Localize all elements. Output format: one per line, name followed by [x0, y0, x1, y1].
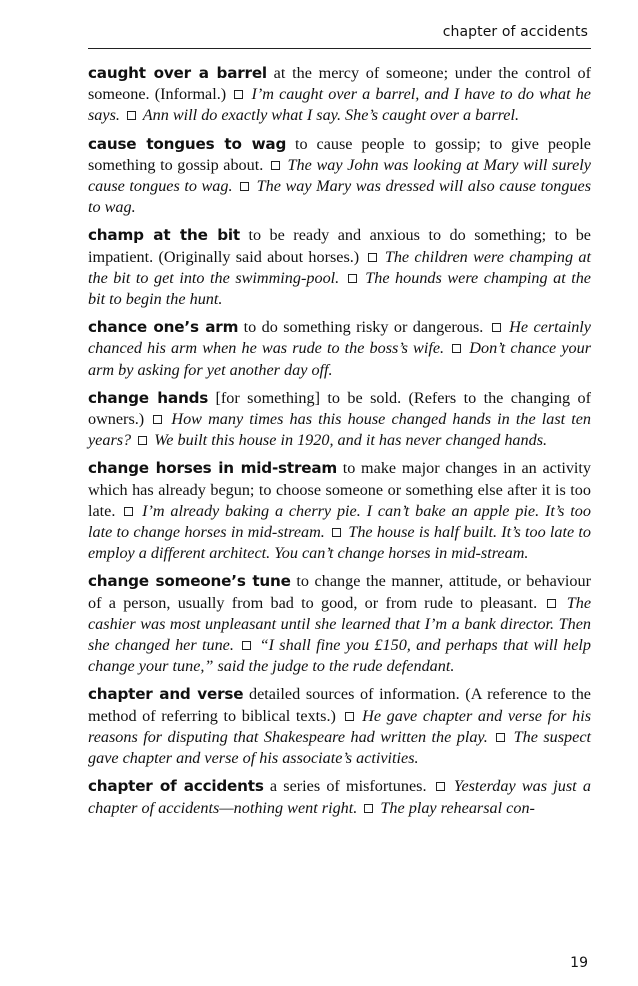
- entry-definition: a series of misfortunes.: [263, 777, 433, 796]
- entry-definition: [for something] to be sold. (Refers to the changing of owners.): [88, 388, 591, 429]
- dictionary-entries: [88, 63, 591, 826]
- entry-headword: change someone’s tune: [88, 572, 291, 591]
- dictionary-entry: [88, 388, 591, 452]
- entry-definition: detailed sources of information. (A reference to the method of referring to biblical texts.): [88, 685, 591, 725]
- example-box-icon: [368, 253, 377, 262]
- example-box-icon: [271, 161, 280, 170]
- example-box-icon: [364, 804, 373, 813]
- entry-example: Ann will do exactly what I say. She’s caught over a barrel.: [138, 106, 520, 125]
- dictionary-entry: [88, 225, 591, 310]
- entry-example: The cashier was most unpleasant until she learned that I’m a bank director. Then she changed her tune.: [88, 593, 592, 655]
- entry-definition: to cause people to gossip; to give people something to gossip about.: [88, 134, 591, 174]
- entry-example: Don’t chance your arm by asking for yet another day off.: [88, 339, 591, 379]
- entry-headword: change hands: [88, 388, 209, 407]
- entry-example: I’m already baking a cherry pie. I can’t bake an apple pie. It’s too late to change horses in mid-stream.: [88, 501, 591, 542]
- entry-example: How many times has this house changed hands in the last ten years?: [88, 410, 591, 450]
- example-box-icon: [240, 182, 249, 191]
- entry-headword: chapter of accidents: [88, 777, 264, 796]
- entry-example: The children were champing at the bit to get into the swimming-pool.: [88, 247, 591, 287]
- entry-example: I’m caught over a barrel, and I have to do what he says.: [88, 85, 591, 125]
- example-box-icon: [345, 712, 354, 721]
- running-head: chapter of accidents: [442, 24, 588, 40]
- example-box-icon: [547, 599, 556, 608]
- example-box-icon: [153, 415, 162, 424]
- example-box-icon: [234, 90, 243, 99]
- entry-example: “I shall fine you £150, and perhaps that will help change your tune,” said the judge to the rude defendant.: [88, 636, 591, 676]
- entry-headword: cause tongues to wag: [88, 134, 287, 153]
- dictionary-entry: [88, 571, 591, 677]
- example-box-icon: [127, 111, 136, 120]
- page-number: 19: [570, 955, 588, 971]
- entry-example: He gave chapter and verse for his reasons for disputing that Shakespeare had written the play.: [88, 706, 591, 746]
- entry-example: Yesterday was just a chapter of accidents—nothing went right.: [88, 777, 591, 817]
- entry-example: He certainly chanced his arm when he was rude to the boss’s wife.: [88, 318, 591, 358]
- entry-headword: chance one’s arm: [88, 318, 239, 337]
- entry-definition: to be ready and anxious to do something; to be impatient. (Originally said about horses.): [88, 226, 591, 266]
- example-box-icon: [138, 436, 147, 445]
- example-box-icon: [436, 782, 445, 791]
- dictionary-entry: [88, 684, 591, 769]
- entry-headword: champ at the bit: [88, 226, 240, 245]
- dictionary-entry: [88, 134, 591, 219]
- entry-definition: to change the manner, attitude, or behaviour of a person, usually from bad to good, or from rude to pleasant.: [88, 572, 591, 612]
- entry-example: The way John was looking at Mary will surely cause tongues to wag.: [88, 155, 591, 196]
- dictionary-entry: [88, 776, 591, 818]
- entry-headword: change horses in mid-stream: [88, 459, 338, 478]
- entry-example: We built this house in 1920, and it has never changed hands.: [150, 431, 548, 450]
- entry-example: The house is half built. It’s too late to employ a different architect. You can’t change horses in mid-stream.: [88, 523, 591, 563]
- entry-definition: to make major changes in an activity which has already begun; to choose someone or something else after it is too late.: [88, 459, 591, 520]
- example-box-icon: [452, 344, 461, 353]
- example-box-icon: [124, 507, 133, 516]
- entry-example: The hounds were champing at the bit to begin the hunt.: [88, 268, 591, 309]
- example-box-icon: [496, 733, 505, 742]
- entry-example: The way Mary was dressed will also cause tongues to wag.: [88, 177, 592, 217]
- example-box-icon: [332, 528, 341, 537]
- entry-definition: at the mercy of someone; under the control of someone. (Informal.): [88, 64, 591, 104]
- header-rule: [88, 48, 591, 49]
- example-box-icon: [242, 641, 251, 650]
- entry-example: The play rehearsal con-: [376, 798, 535, 817]
- example-box-icon: [492, 323, 501, 332]
- dictionary-entry: [88, 317, 591, 381]
- entry-headword: chapter and verse: [88, 685, 244, 704]
- dictionary-entry: [88, 458, 591, 564]
- entry-example: The suspect gave chapter and verse of his associate’s activities.: [88, 727, 591, 768]
- entry-definition: to do something risky or dangerous.: [238, 318, 489, 337]
- example-box-icon: [348, 274, 357, 283]
- dictionary-entry: [88, 63, 591, 127]
- entry-headword: caught over a barrel: [88, 64, 267, 82]
